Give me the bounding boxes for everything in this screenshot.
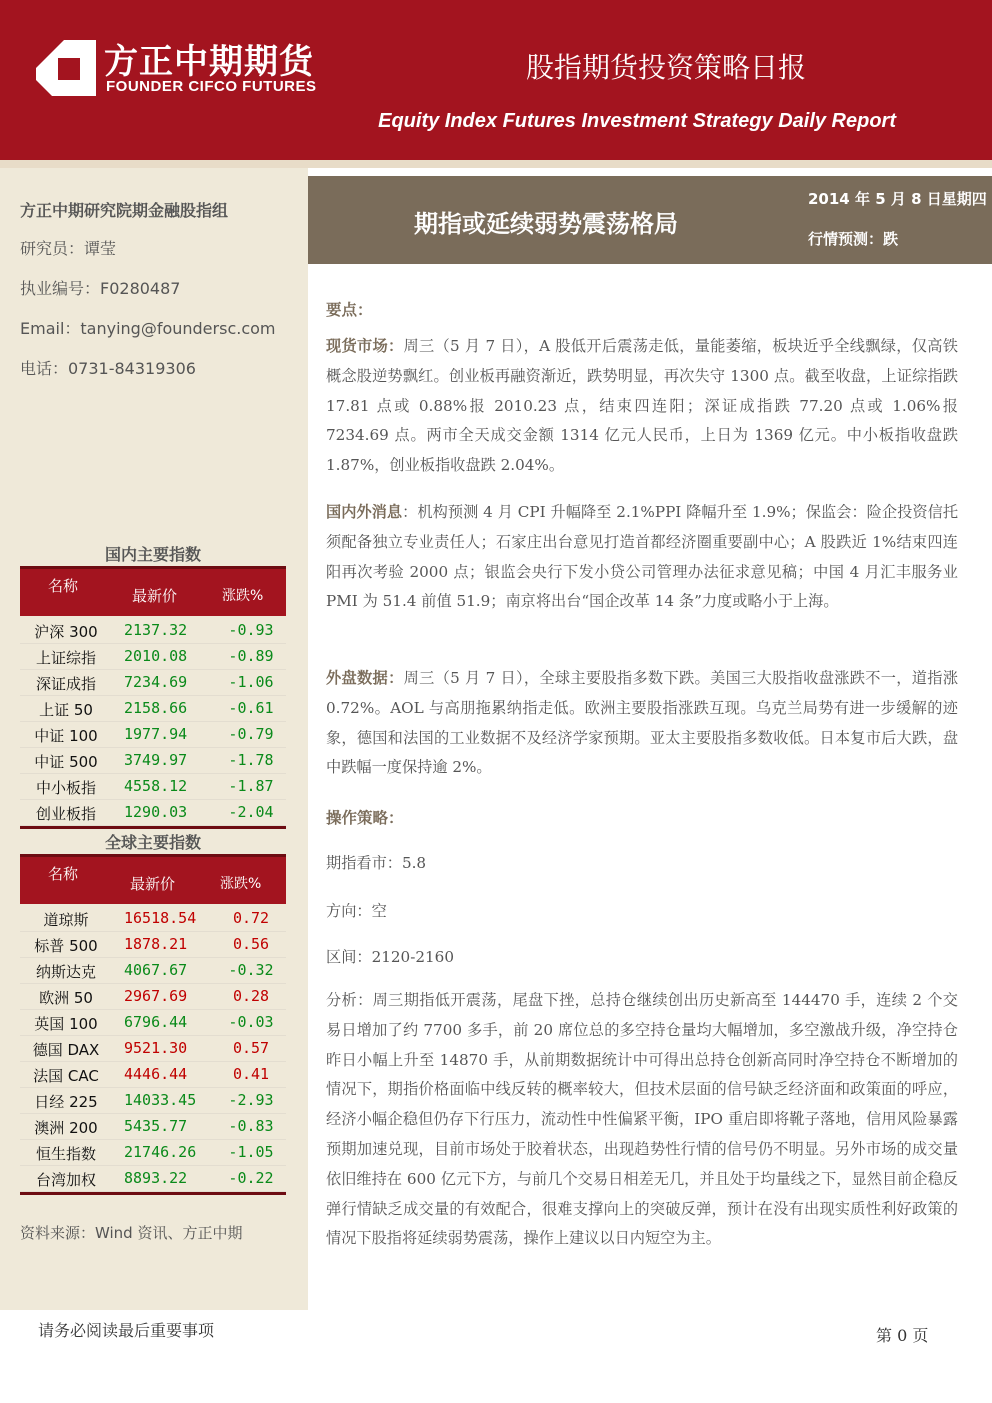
data-source: 资料来源：Wind 资讯、方正中期: [20, 1224, 243, 1242]
title-band: [308, 176, 992, 264]
index-change: -0.03: [228, 1013, 274, 1031]
report-title-cn: 股指期货投资策略日报: [525, 51, 806, 84]
table-row: [20, 1062, 286, 1088]
domestic-table-body: [20, 618, 286, 829]
table-row: [20, 644, 286, 670]
logo-text-cn: 方正中期期货: [104, 42, 314, 82]
index-name: 澳洲 200: [34, 1119, 98, 1137]
table-row: [20, 1088, 286, 1114]
index-change: -0.22: [228, 1169, 274, 1187]
header-divider: [0, 160, 992, 168]
table-row: [20, 774, 286, 800]
strategy-heading: 操作策略：: [326, 809, 404, 827]
overseas-text: 周三（5 月 7 日），全球主要股指多数下跌。美国三大股指收盘涨跌不一，道指涨 0.72%。AOL 与高朋拖累纳指走低。欧洲主要股指涨跌互现。乌克兰局势有进一步缓解的迹象，德国和法国的工业数据不及经济学家预期。亚太主要股指多数收低。日本复市后大跌，盘中跌幅一度保持逾 2%。: [326, 669, 959, 777]
sidebar: [0, 168, 308, 1310]
founder-logo-icon: [36, 40, 96, 96]
index-change: 0.72: [232, 909, 270, 927]
index-name: 上证 50: [39, 701, 93, 719]
analysis-paragraph: 分析：周三期指低开震荡，尾盘下挫，总持仓继续创出历史新高至 144470 手，连续 2 个交易日增加了约 7700 多手，前 20 席位总的多空持仓量均大幅增加，多空激战升级，净空持仓昨日小幅上升至 14870 手，从前期数据统计中可得出总持仓创新高同时净空持仓不断增加的情况下，期指价格面临中线反转的概率较大，但技术层面的信号缺乏经济面和政策面的呼应，经济小幅企稳但仍存下行压力，流动性中性偏紧平衡，IPO 重启即将靴子落地，信用风险暴露预期加速兑现，目前市场处于胶着状态，出现趋势性行情的信号仍不明显。另外市场的成交量依旧维持在 600 亿元下方，与前几个交易日相差无几，并且处于均量线之下，显然目前企稳反弹行情缺乏成交量的有效配合，很难支撑向上的突破反弹，预计在没有出现实质性利好政策的情况下股指将延续弱势震荡，操作上建议以日内短空为主。: [326, 991, 958, 1248]
index-price: 14033.45: [124, 1091, 197, 1109]
table-row: [20, 1036, 286, 1062]
market-rating: 期指看市：5.8: [326, 854, 427, 872]
page-number: 第 0 页: [876, 1326, 929, 1345]
index-name: 中证 500: [34, 753, 98, 771]
header-name: 名称: [48, 577, 79, 595]
table-row: [20, 984, 286, 1010]
index-price: 4067.67: [124, 961, 188, 979]
index-price: 6796.44: [124, 1013, 188, 1031]
report-title-en: Equity Index Futures Investment Strategy Daily Report: [378, 110, 896, 132]
header-change: 涨跌%: [222, 588, 264, 604]
table-row: [20, 1114, 286, 1140]
index-name: 英国 100: [34, 1015, 98, 1033]
index-price: 2010.08: [124, 647, 188, 665]
table-row: [20, 618, 286, 644]
index-price: 1878.21: [124, 935, 188, 953]
index-price: 4446.44: [124, 1065, 188, 1083]
table-row: [20, 958, 286, 984]
overseas-label: 外盘数据：: [326, 669, 404, 687]
index-name: 日经 225: [34, 1093, 98, 1111]
global-table-header: [20, 854, 286, 904]
table-row: [20, 1140, 286, 1166]
logo-text-en: FOUNDER CIFCO FUTURES: [106, 78, 317, 95]
index-name: 法国 CAC: [33, 1067, 99, 1085]
domestic-table-header: [20, 566, 286, 616]
table-row: [20, 722, 286, 748]
disclaimer-note: 请务必阅读最后重要事项: [38, 1321, 215, 1340]
price-range: 区间：2120-2160: [326, 948, 454, 966]
index-name: 标普 500: [34, 937, 98, 955]
index-price: 21746.26: [124, 1143, 197, 1161]
table-row: [20, 906, 286, 932]
index-price: 2137.32: [124, 621, 188, 639]
news-paragraph: [326, 498, 958, 617]
table-row: [20, 932, 286, 958]
table-row: [20, 1010, 286, 1036]
table-row: [20, 748, 286, 774]
index-name: 沪深 300: [34, 623, 98, 641]
overseas-paragraph: [326, 664, 958, 783]
index-price: 16518.54: [124, 909, 197, 927]
index-price: 4558.12: [124, 777, 188, 795]
index-name: 中小板指: [35, 779, 96, 797]
index-price: 9521.30: [124, 1039, 188, 1057]
index-change: -1.87: [228, 777, 274, 795]
table-row: [20, 800, 286, 826]
index-change: -0.89: [228, 647, 274, 665]
table-row: [20, 696, 286, 722]
index-name: 欧洲 50: [39, 989, 93, 1007]
index-change: -0.79: [228, 725, 274, 743]
index-price: 1977.94: [124, 725, 188, 743]
report-header: [0, 0, 992, 160]
index-change: -2.04: [228, 803, 274, 821]
news-label: 国内外消息: [326, 503, 403, 521]
index-change: -1.05: [228, 1143, 274, 1161]
index-change: -0.61: [228, 699, 274, 717]
index-price: 2158.66: [124, 699, 188, 717]
spot-market-paragraph: [326, 332, 958, 481]
index-name: 德国 DAX: [32, 1041, 100, 1059]
index-change: -1.78: [228, 751, 274, 769]
index-change: -0.93: [228, 621, 274, 639]
index-name: 纳斯达克: [35, 963, 96, 981]
global-table-body: [20, 906, 286, 1195]
analyst-phone: 电话：0731-84319306: [20, 359, 196, 378]
table-row: [20, 670, 286, 696]
index-name: 中证 100: [34, 727, 98, 745]
index-price: 7234.69: [124, 673, 188, 691]
index-change: 0.56: [232, 935, 270, 953]
license-number: 执业编号：F0280487: [20, 279, 181, 298]
index-price: 5435.77: [124, 1117, 188, 1135]
index-price: 3749.97: [124, 751, 188, 769]
market-forecast: 行情预测：跌: [808, 230, 899, 248]
index-change: 0.57: [232, 1039, 270, 1057]
key-points-heading: 要点：: [326, 301, 373, 319]
report-date: 2014 年 5 月 8 日星期四: [808, 190, 987, 208]
index-name: 上证综指: [35, 649, 96, 667]
index-price: 2967.69: [124, 987, 188, 1005]
index-change: -0.32: [228, 961, 274, 979]
header-price: 最新价: [132, 587, 178, 605]
header-change: 涨跌%: [220, 876, 262, 892]
index-name: 创业板指: [35, 805, 96, 823]
index-price: 1290.03: [124, 803, 188, 821]
header-name: 名称: [48, 865, 79, 883]
analyst-email: Email：tanying@foundersc.com: [20, 319, 276, 338]
index-name: 恒生指数: [35, 1145, 96, 1163]
index-price: 8893.22: [124, 1169, 188, 1187]
index-name: 台湾加权: [35, 1171, 96, 1189]
index-name: 道琼斯: [43, 911, 89, 929]
news-text: ：机构预测 4 月 CPI 升幅降至 2.1%PPI 降幅升至 1.9%；保监会：险企投资信托须配备独立专业责任人；石家庄出台意见打造首都经济圈重要副中心；A 股跌近 1%结束四连阳再次考验 2000 点；银监会央行下发小贷公司管理办法征求意见稿；中国 4 月汇丰服务业 PMI 为 51.4 前值 51.9；南京将出台“国企改革 14 条”力度或略小于上海。: [326, 503, 959, 611]
index-change: -0.83: [228, 1117, 274, 1135]
global-table-title: 全球主要指数: [104, 833, 201, 852]
spot-market-label: 现货市场：: [326, 337, 404, 355]
research-group: 方正中期研究院期金融股指组: [20, 201, 229, 220]
table-row: [20, 1166, 286, 1192]
page-title: 期指或延续弱势震荡格局: [414, 210, 678, 238]
header-price: 最新价: [130, 875, 176, 893]
index-change: 0.41: [232, 1065, 270, 1083]
domestic-table-title: 国内主要指数: [104, 545, 201, 564]
index-change: 0.28: [232, 987, 270, 1005]
index-name: 深证成指: [35, 675, 96, 693]
analyst-name: 研究员：谭莹: [20, 239, 117, 258]
spot-market-text: 周三（5 月 7 日），A 股低开后震荡走低，量能萎缩，板块近乎全线飘绿，仅高铁概念股逆势飘红。创业板再融资渐近，跌势明显，再次失守 1300 点。截至收盘，上证综指跌 17.81 点或 0.88%报 2010.23 点，结束四连阳；深证成指跌 77.20 点或 1.06%报 7234.69 点。两市全天成交金额 1314 亿元人民币，上日为 1369 亿元。中小板指收盘跌 1.87%，创业板指收盘跌 2.04%。: [326, 337, 958, 475]
trade-direction: 方向：空: [326, 902, 387, 920]
index-change: -2.93: [228, 1091, 274, 1109]
index-change: -1.06: [228, 673, 274, 691]
